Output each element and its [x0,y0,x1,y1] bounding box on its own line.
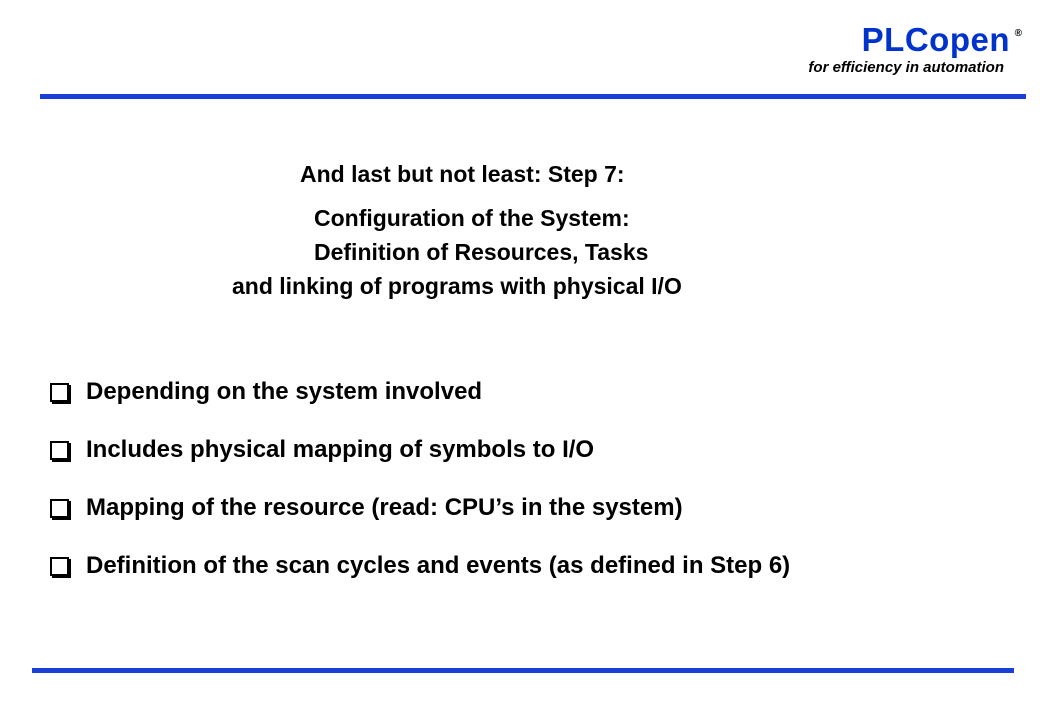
logo-name: PLCopen [861,21,1010,58]
bullet-text: Definition of the scan cycles and events (as defined in Step 6) [86,552,791,579]
list-item [48,372,1008,412]
top-divider [40,94,1026,99]
bullet-text: Depending on the system involved [86,378,483,405]
bullet-list [48,372,1008,604]
checkbox-bullet-icon [50,441,69,460]
heading-line-2: Configuration of the System: [314,205,630,231]
checkbox-bullet-icon [50,499,69,518]
bullet-text: Mapping of the resource (read: CPU’s in the system) [86,494,683,521]
bullet-text: Includes physical mapping of symbols to I/O [86,436,595,463]
logo-tagline: for efficiency in automation [808,59,1004,76]
list-item [48,430,1008,470]
heading-line-4: and linking of programs with physical I/O [232,273,682,299]
checkbox-bullet-icon [50,557,69,576]
list-item [48,546,1008,586]
heading-line-3: Definition of Resources, Tasks [314,239,649,265]
registered-mark: ® [1014,28,1022,39]
bottom-divider [32,668,1014,673]
checkbox-bullet-icon [50,383,69,402]
plcopen-logo [808,21,1022,76]
list-item [48,488,1008,528]
heading-line-1: And last but not least: Step 7: [300,161,625,187]
